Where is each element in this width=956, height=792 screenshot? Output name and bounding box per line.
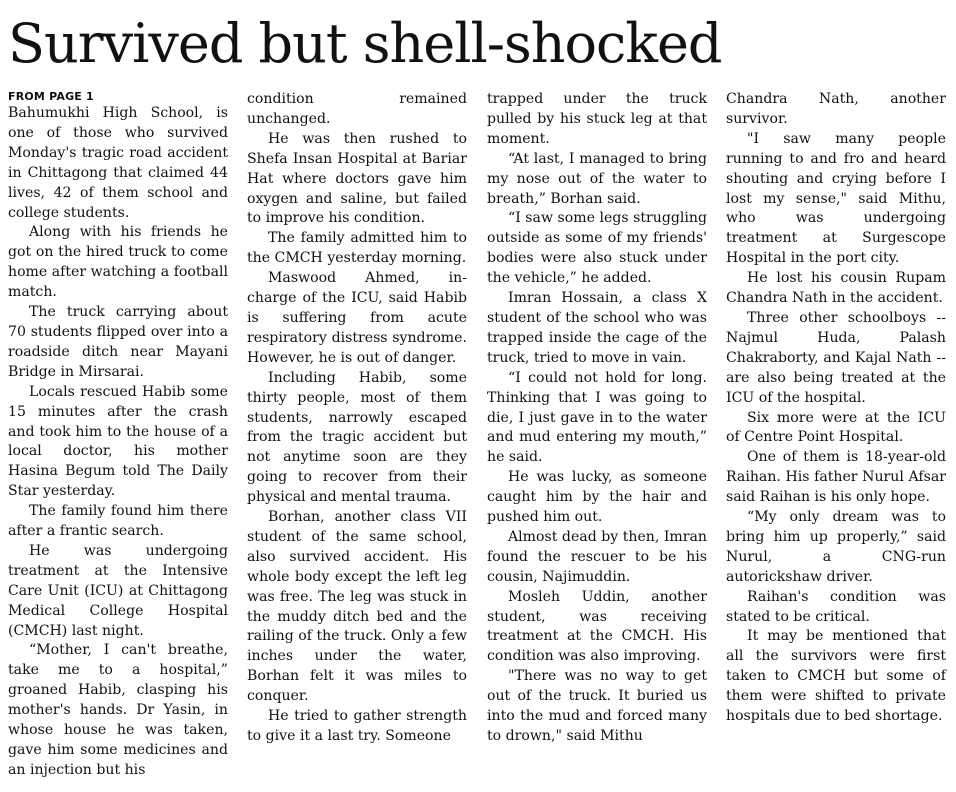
paragraph: trapped under the truck pulled by his stuck leg at that moment.: [487, 91, 707, 147]
paragraph: The truck carrying about 70 students flipped over into a roadside ditch near Mayani Bridge in Mirsarai.: [8, 304, 228, 380]
paragraph: He was then rushed to Shefa Insan Hospital at Bariar Hat where doctors gave him oxygen and saline, but failed to improve his condition.: [247, 130, 467, 227]
paragraph: Borhan, another class VII student of the same school, also survived accident. His whole body except the left leg was free. The leg was stuck in the muddy ditch bed and the railing of the truck. Only a few inches under the water, Borhan felt it was miles to conquer.: [247, 509, 467, 705]
article-column-2: [247, 90, 467, 747]
paragraph: Raihan's condition was stated to be critical.: [726, 588, 946, 625]
paragraph: The family admitted him to the CMCH yesterday morning.: [247, 230, 467, 267]
article-column-1: [8, 90, 228, 781]
paragraph: Bahumukhi High School, is one of those who survived Monday's tragic road accident in Chittagong that claimed 44 lives, 42 of them school and college students.: [8, 105, 228, 221]
paragraph: Six more were at the ICU of Centre Point Hospital.: [726, 409, 946, 446]
paragraph: “I could not hold for long. Thinking that I was going to die, I just gave in to the water and mud entering my mouth,” he said.: [487, 369, 707, 466]
paragraph: It may be mentioned that all the survivors were first taken to CMCH but some of them were shifted to private hospitals due to bed shortage.: [726, 628, 946, 725]
paragraph: Along with his friends he got on the hired truck to come home after watching a football match.: [8, 224, 228, 301]
paragraph: “My only dream was to bring him up properly,” said Nurul, a CNG-run autorickshaw driver.: [726, 509, 946, 585]
paragraph: Maswood Ahmed, in-charge of the ICU, said Habib is suffering from acute respiratory distress syndrome. However, he is out of danger.: [247, 270, 467, 366]
paragraph: Chandra Nath, another survivor.: [726, 91, 946, 127]
paragraph: He lost his cousin Rupam Chandra Nath in the accident.: [726, 270, 946, 307]
paragraph: "I saw many people running to and fro and heard shouting and crying before I lost my sense," said Mithu, who was undergoing treatment at Surgescope Hospital in the port city.: [726, 130, 946, 267]
article-column-4: [726, 90, 946, 727]
paragraph: He was lucky, as someone caught him by the hair and pushed him out.: [487, 469, 707, 526]
paragraph: Almost dead by then, Imran found the rescuer to be his cousin, Najimuddin.: [487, 528, 707, 585]
headline: Survived but shell-shocked: [8, 12, 722, 75]
paragraph: "There was no way to get out of the truck. It buried us into the mud and forced many to drown," said Mithu: [487, 668, 707, 744]
paragraph: Three other schoolboys -- Najmul Huda, Palash Chakraborty, and Kajal Nath -- are also being treated at the ICU of the hospital.: [726, 309, 946, 406]
paragraph: condition remained unchanged.: [247, 91, 467, 127]
article-column-3: [487, 90, 707, 747]
paragraph: The family found him there after a frantic search.: [8, 503, 228, 540]
paragraph: Mosleh Uddin, another student, was receiving treatment at the CMCH. His condition was also improving.: [487, 588, 707, 665]
paragraph: One of them is 18-year-old Raihan. His father Nurul Afsar said Raihan is his only hope.: [726, 449, 946, 506]
paragraph: Imran Hossain, a class X student of the school who was trapped inside the cage of the truck, tried to move in vain.: [487, 290, 707, 366]
paragraph: “At last, I managed to bring my nose out of the water to breath,” Borhan said.: [487, 150, 707, 207]
kicker-label: FROM PAGE 1: [8, 90, 94, 103]
paragraph: Locals rescued Habib some 15 minutes after the crash and took him to the house of a local doctor, his mother Hasina Begum told The Daily Star yesterday.: [8, 383, 228, 500]
paragraph: He tried to gather strength to give it a last try. Someone: [247, 708, 467, 744]
paragraph: “I saw some legs struggling outside as some of my friends' bodies were also stuck under the vehicle,” he added.: [487, 210, 707, 287]
paragraph: Including Habib, some thirty people, most of them students, narrowly escaped from the tragic accident but not anytime soon are they going to recover from their physical and mental trauma.: [247, 369, 467, 506]
paragraph: He was undergoing treatment at the Intensive Care Unit (ICU) at Chittagong Medical College Hospital (CMCH) last night.: [8, 542, 228, 639]
paragraph: “Mother, I can't breathe, take me to a hospital,” groaned Habib, clasping his mother's hands. Dr Yasin, in whose house he was taken, gave him some medicines and an injection but his: [8, 642, 228, 778]
